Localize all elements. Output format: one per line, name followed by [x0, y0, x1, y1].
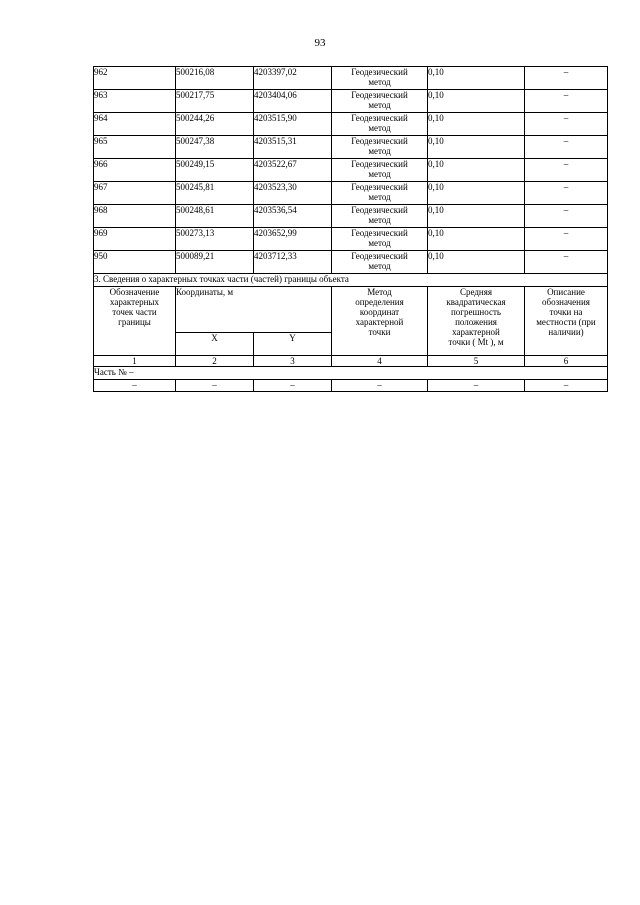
method-cell: Геодезический метод — [332, 113, 428, 136]
header-method: Метод определения координат характерной точки — [332, 287, 428, 356]
empty-cell: – — [94, 380, 176, 392]
header-y: Y — [254, 333, 332, 356]
table-row — [94, 113, 608, 136]
x-coordinate-cell: 500247,38 — [176, 136, 254, 159]
header-designation: Обозначение характерных точек части границы — [94, 287, 176, 356]
description-cell: – — [525, 228, 608, 251]
column-number: 4 — [332, 356, 428, 367]
table-row — [94, 67, 608, 90]
y-coordinate-cell: 4203712,33 — [254, 251, 332, 274]
empty-cell: – — [525, 380, 608, 392]
column-number: 5 — [428, 356, 525, 367]
accuracy-cell: 0,10 — [428, 113, 525, 136]
y-coordinate-cell: 4203652,99 — [254, 228, 332, 251]
x-coordinate-cell: 500273,13 — [176, 228, 254, 251]
accuracy-cell: 0,10 — [428, 251, 525, 274]
method-cell: Геодезический метод — [332, 90, 428, 113]
header-x: X — [176, 333, 254, 356]
y-coordinate-cell: 4203523,30 — [254, 182, 332, 205]
point-number-cell: 968 — [94, 205, 176, 228]
table-row — [94, 182, 608, 205]
x-coordinate-cell: 500249,15 — [176, 159, 254, 182]
table-row — [94, 228, 608, 251]
column-numbers-row — [94, 356, 608, 367]
x-coordinate-cell: 500245,81 — [176, 182, 254, 205]
empty-cell: – — [428, 380, 525, 392]
description-cell: – — [525, 159, 608, 182]
table-row — [94, 90, 608, 113]
x-coordinate-cell: 500248,61 — [176, 205, 254, 228]
y-coordinate-cell: 4203522,67 — [254, 159, 332, 182]
method-cell: Геодезический метод — [332, 159, 428, 182]
empty-cell: – — [332, 380, 428, 392]
x-coordinate-cell: 500089,21 — [176, 251, 254, 274]
x-coordinate-cell: 500217,75 — [176, 90, 254, 113]
column-number: 1 — [94, 356, 176, 367]
y-coordinate-cell: 4203397,02 — [254, 67, 332, 90]
description-cell: – — [525, 136, 608, 159]
description-cell: – — [525, 90, 608, 113]
accuracy-cell: 0,10 — [428, 228, 525, 251]
boundary-points-table — [93, 66, 608, 392]
column-number: 2 — [176, 356, 254, 367]
description-cell: – — [525, 113, 608, 136]
table-row — [94, 251, 608, 274]
empty-cell: – — [176, 380, 254, 392]
accuracy-cell: 0,10 — [428, 67, 525, 90]
accuracy-cell: 0,10 — [428, 90, 525, 113]
point-number-cell: 965 — [94, 136, 176, 159]
point-number-cell: 969 — [94, 228, 176, 251]
empty-cell: – — [254, 380, 332, 392]
description-cell: – — [525, 67, 608, 90]
point-number-cell: 964 — [94, 113, 176, 136]
accuracy-cell: 0,10 — [428, 182, 525, 205]
method-cell: Геодезический метод — [332, 67, 428, 90]
method-cell: Геодезический метод — [332, 228, 428, 251]
table-row — [94, 205, 608, 228]
x-coordinate-cell: 500244,26 — [176, 113, 254, 136]
description-cell: – — [525, 182, 608, 205]
table-row — [94, 136, 608, 159]
method-cell: Геодезический метод — [332, 136, 428, 159]
column-number: 6 — [525, 356, 608, 367]
part-label: Часть № – — [94, 367, 608, 380]
y-coordinate-cell: 4203404,06 — [254, 90, 332, 113]
method-cell: Геодезический метод — [332, 251, 428, 274]
column-number: 3 — [254, 356, 332, 367]
point-number-cell: 966 — [94, 159, 176, 182]
section-3-title: 3. Сведения о характерных точках части (частей) границы объекта — [94, 274, 608, 287]
point-number-cell: 963 — [94, 90, 176, 113]
x-coordinate-cell: 500216,08 — [176, 67, 254, 90]
accuracy-cell: 0,10 — [428, 136, 525, 159]
point-number-cell: 962 — [94, 67, 176, 90]
method-cell: Геодезический метод — [332, 205, 428, 228]
page-number: 93 — [314, 37, 326, 49]
accuracy-cell: 0,10 — [428, 205, 525, 228]
table-row — [94, 159, 608, 182]
description-cell: – — [525, 205, 608, 228]
header-accuracy: Средняя квадратическая погрешность положения характерной точки ( Mt ), м — [428, 287, 525, 356]
point-number-cell: 950 — [94, 251, 176, 274]
empty-row — [94, 380, 608, 392]
description-cell: – — [525, 251, 608, 274]
header-coordinates: Координаты, м — [176, 287, 332, 333]
y-coordinate-cell: 4203515,31 — [254, 136, 332, 159]
y-coordinate-cell: 4203536,54 — [254, 205, 332, 228]
point-number-cell: 967 — [94, 182, 176, 205]
accuracy-cell: 0,10 — [428, 159, 525, 182]
header-description: Описание обозначения точки на местности (при наличии) — [525, 287, 608, 356]
method-cell: Геодезический метод — [332, 182, 428, 205]
y-coordinate-cell: 4203515,90 — [254, 113, 332, 136]
